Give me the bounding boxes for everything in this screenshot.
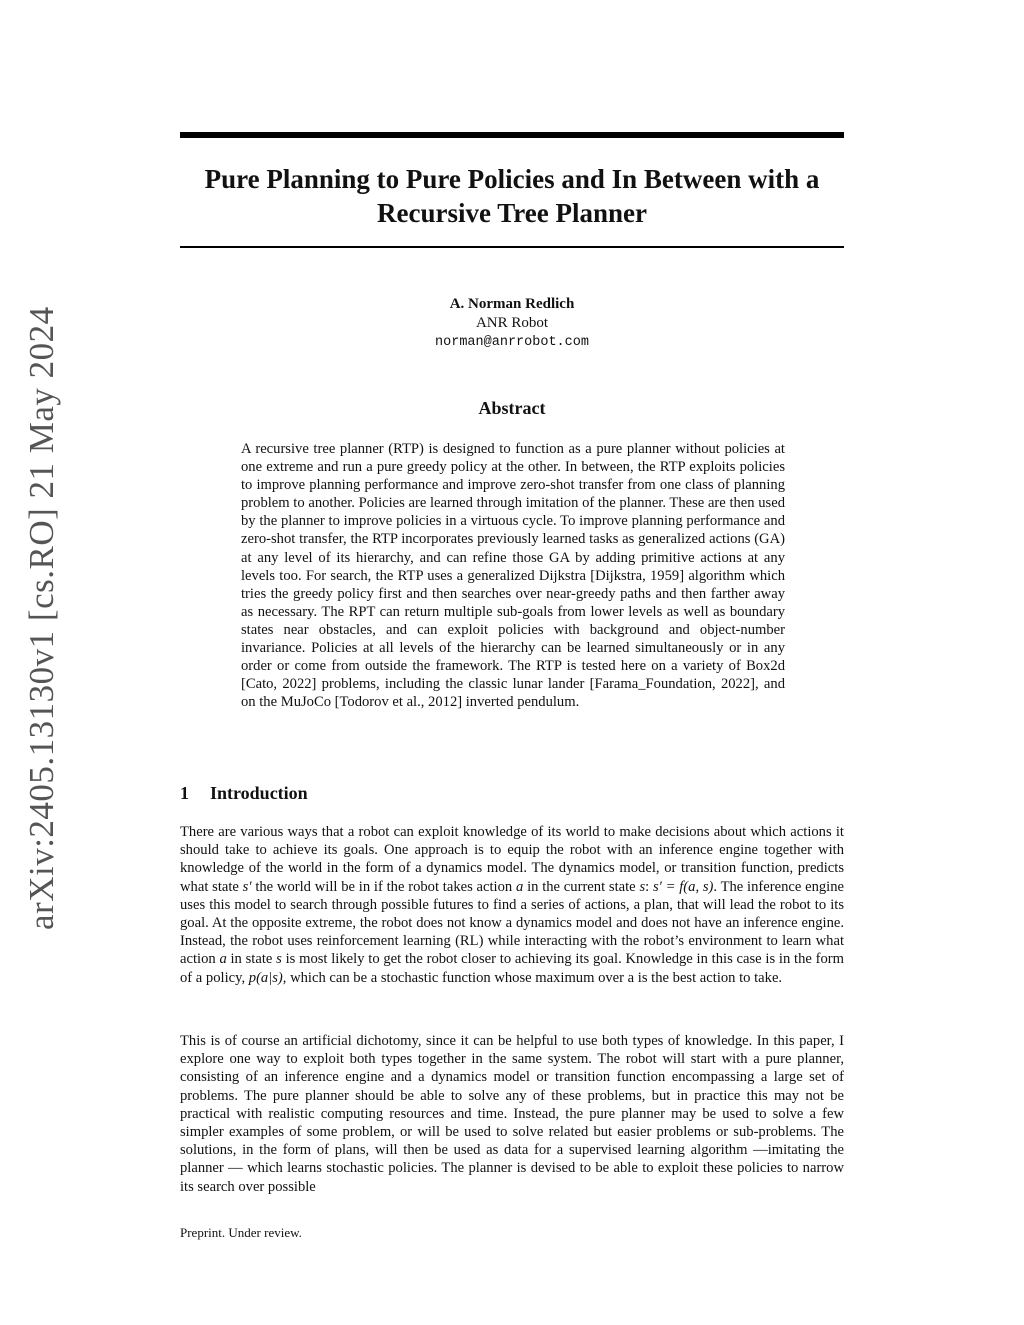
abstract-text: A recursive tree planner (RTP) is designed to function as a pure planner without policies at one extreme and run a pure greedy policy at the other. In between, the RTP exploits policies to improve planning performance and improve zero-shot transfer from one class of planning problem to another. Policies are learned through imitation of the planner. These are then used by the planner to improve policies in a virtuous cycle. To improve planning performance and zero-shot transfer, the RTP incorporates previously learned tasks as generalized actions (GA) at any level of its hierarchy, and can refine those GA by adding primitive actions at any levels too. For search, the RTP uses a generalized Dijkstra [Dijkstra, 1959] algorithm which tries the greedy policy first and then searches over near-greedy paths and then farther away as necessary. The RPT can return multiple sub-goals from lower levels as well as boundary states near obstacles, and can exploit policies with background and object-number invariance. Policies at all levels of the hierarchy can be learned simultaneously or in any order or come from outside the framework. The RTP is tested here on a variety of Box2d [Cato, 2022] problems, including the classic lunar lander [Farama_Foundation, 2022], and on the MuJoCo [Todorov et al., 2012] inverted pendulum. (241, 441, 785, 711)
section-heading (180, 783, 308, 804)
math-a: a (516, 878, 524, 895)
math-a-2: a (219, 951, 227, 968)
author-email: norman@anrrobot.com (435, 335, 589, 350)
para1-text-1: There are various ways that a robot can exploit knowledge of its world to make decisions about which actions it should take to achieve its goals. One approach is to equip the robot with an inference engine together with knowledge of the world in the form of a dynamics model. The dynamics model, or transition function, predicts what state (180, 824, 844, 895)
para1-text-6: in state (226, 951, 277, 968)
para1-text-3: in the current state (523, 878, 640, 895)
abstract-heading: Abstract (478, 398, 546, 418)
author-block (300, 295, 724, 352)
paper-title: Pure Planning to Pure Policies and In Between with a Recursive Tree Planner (204, 164, 820, 228)
arxiv-identifier: arXiv:2405.13130v1 [cs.RO] 21 May 2024 (22, 306, 61, 930)
author-affiliation: ANR Robot (475, 315, 549, 331)
math-policy: p(a|s) (248, 969, 283, 986)
author-name: A. Norman Redlich (449, 296, 575, 312)
section-number: 1 (180, 783, 189, 803)
para1-text-8: , which can be a stochastic function whose maximum over a is the best action to take. (282, 969, 783, 986)
math-transition-equation: s′ = f(a, s) (652, 878, 714, 895)
title-rule-bottom (180, 246, 844, 248)
math-s-2: s (276, 951, 282, 968)
footer-note: Preprint. Under review. (180, 1225, 302, 1240)
math-s-prime: s′ (242, 878, 252, 895)
section-title: Introduction (210, 783, 308, 803)
intro-paragraph-2: This is of course an artificial dichotomy, since it can be helpful to use both types of knowledge. In this paper, I explore one way to exploit both types together in the same system. The robot will start with a pure planner, consisting of an inference engine and a dynamics model or transition function encompassing a large set of problems. The pure planner should be able to solve any of these problems, but in practice this may not be practical with realistic computing resources and time. Instead, the pure planner may be used to solve a few simpler examples of some problem, or will be used to solve related but easier problems or sub-problems. The solutions, in the form of plans, will then be used as data for a supervised learning algorithm —imitating the planner — which learns stochastic policies. The planner is devised to be able to exploit these policies to narrow its search over possible (180, 1033, 844, 1195)
para1-text-5: . The inference engine uses this model to search through possible futures to find a series of actions, a plan, that will lead the robot to its goal. At the opposite extreme, the robot does not know a dynamics model and does not have an inference engine. Instead, the robot uses reinforcement learning (RL) while interacting with the robot’s environment to learn what action (180, 878, 845, 968)
intro-paragraph-1 (180, 823, 844, 987)
title-rule-top (180, 132, 844, 138)
para1-text-7: is most likely to get the robot closer to achieving its goal. Knowledge in this case is in the form of a policy, (180, 951, 844, 986)
para1-text-4: : (645, 878, 653, 895)
math-s: s (639, 878, 646, 895)
para1-text-2: the world will be in if the robot takes action (251, 878, 516, 895)
